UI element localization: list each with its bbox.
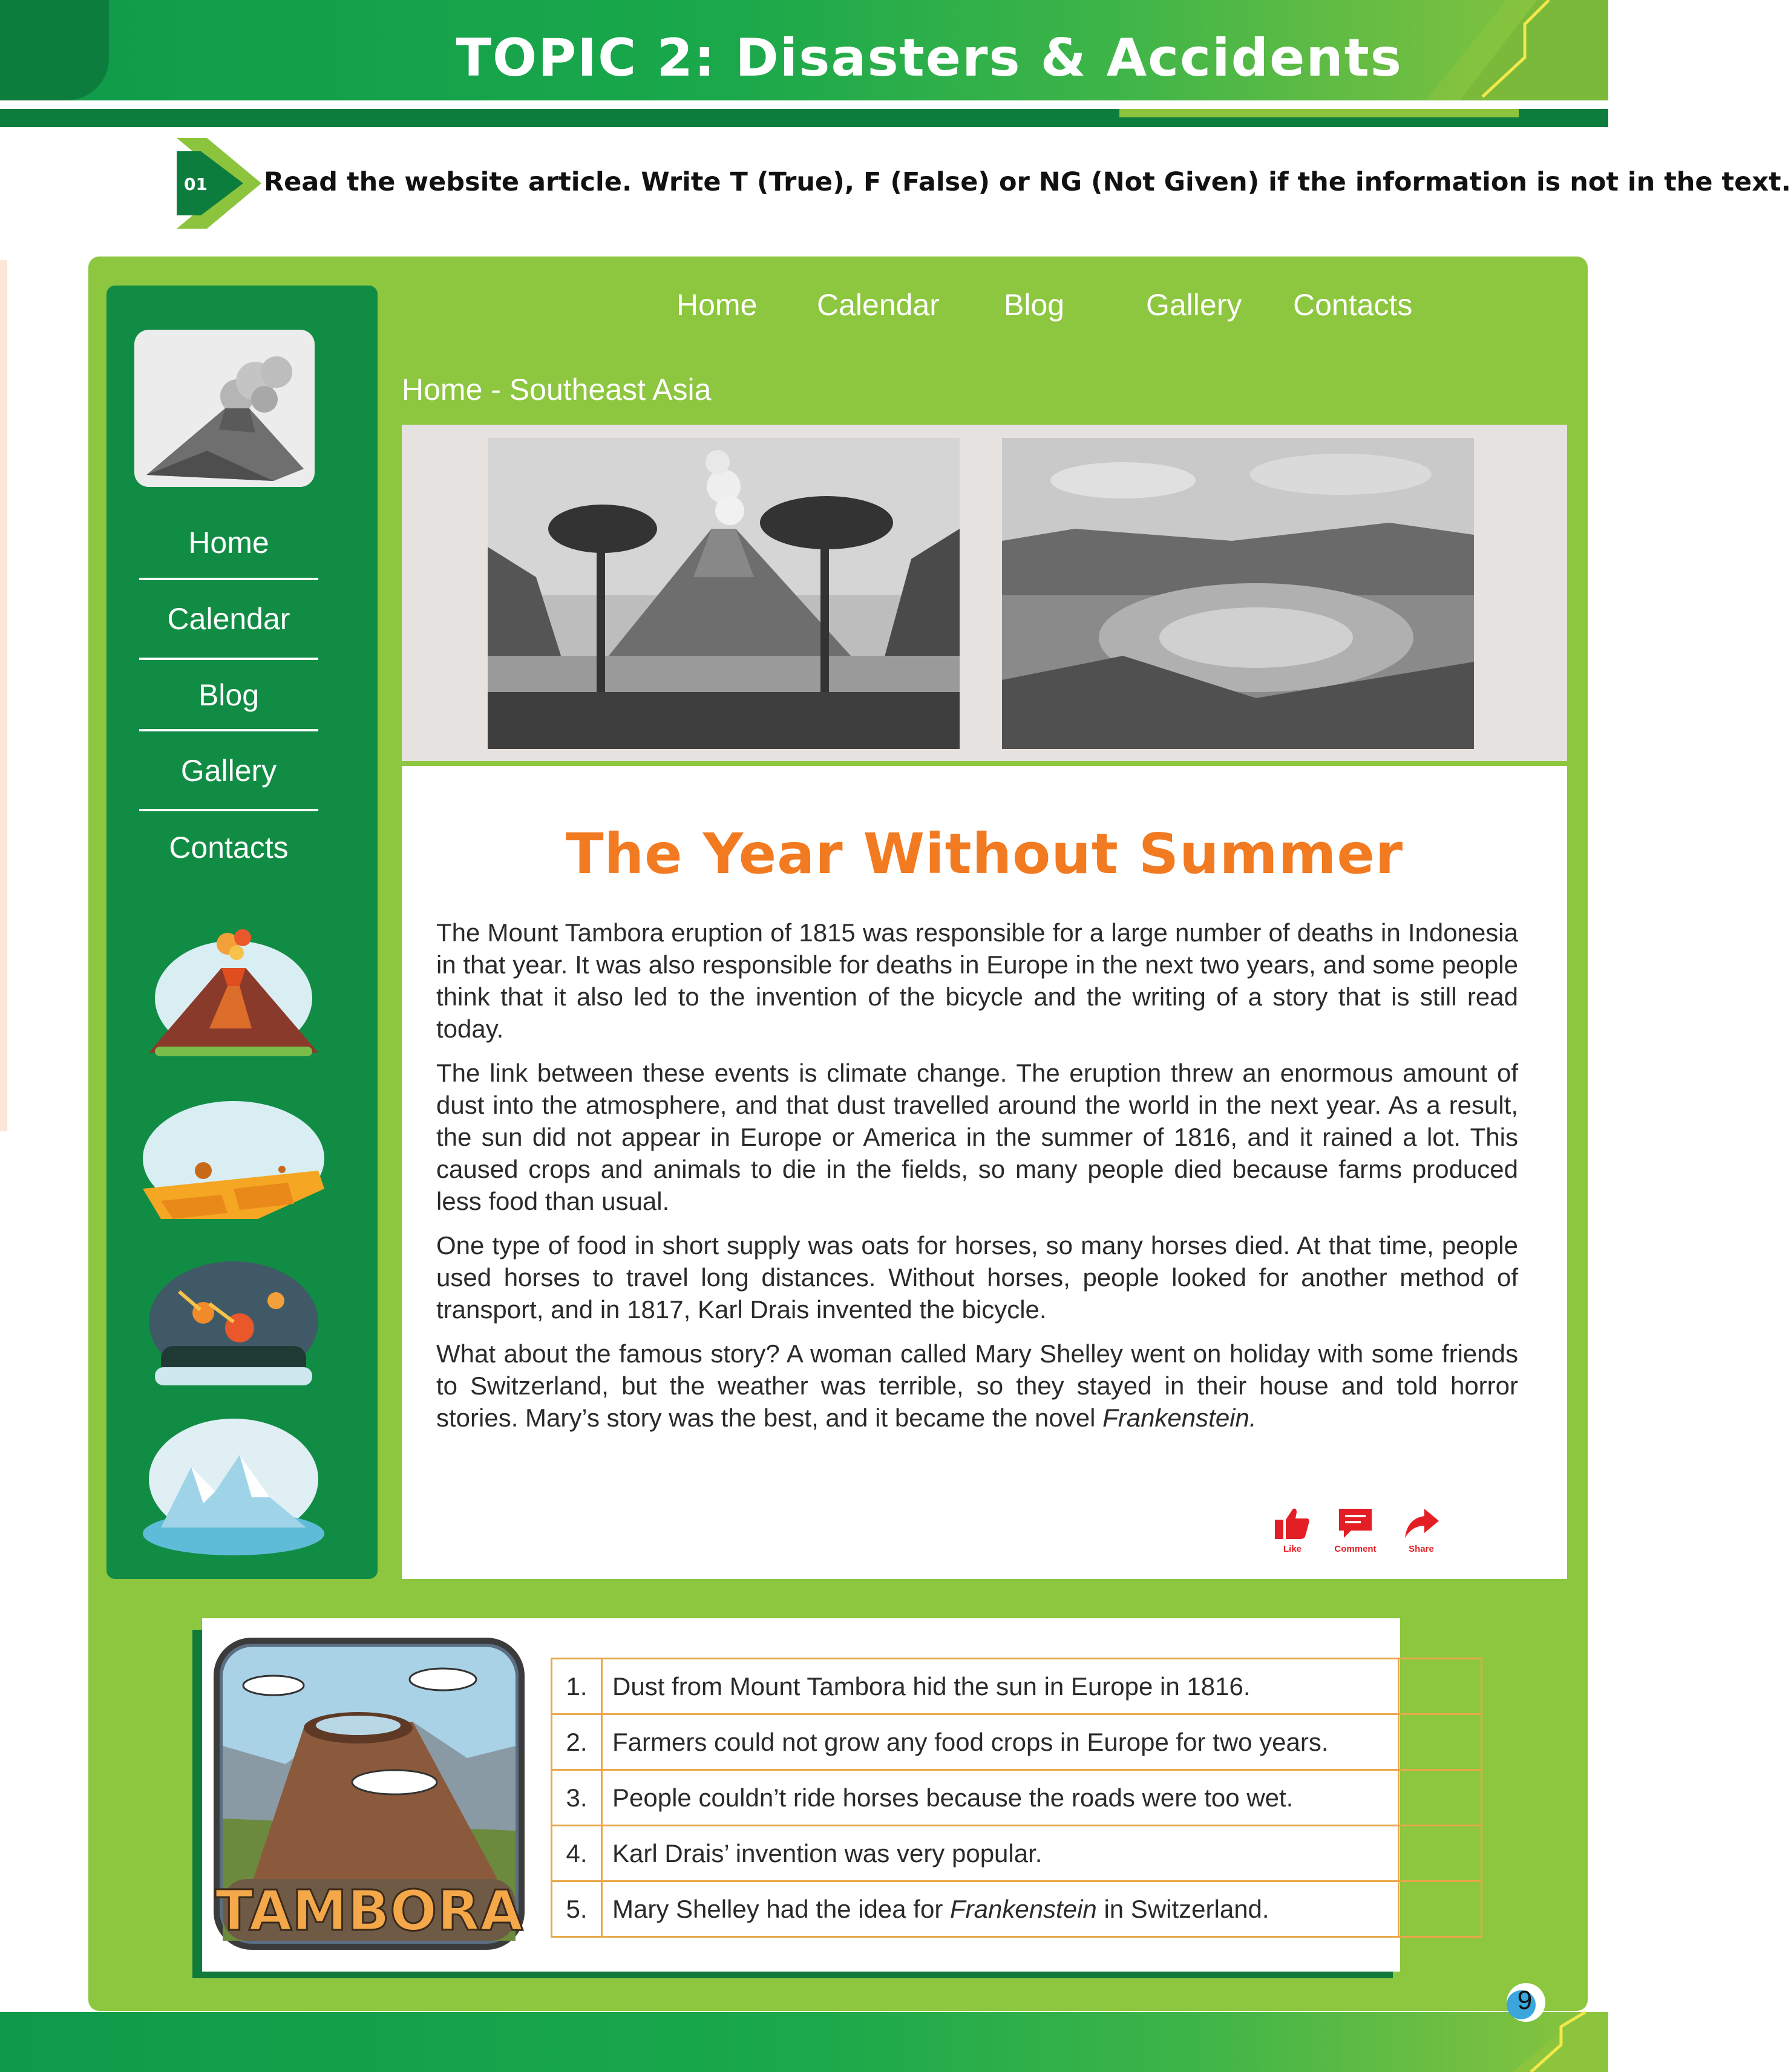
crater-photo[interactable] (1002, 438, 1474, 749)
question-number: 4. (552, 1826, 602, 1881)
article-paragraph: The Mount Tambora eruption of 1815 was responsible for a large number of deaths in Indonesia in that year. It was also responsible for deaths in Europe in the next two years, and some people think that it also led to the invention of the bicycle and the writing of a story that is still read today. (436, 918, 1518, 1043)
header-tab (0, 0, 109, 100)
tambora-badge (213, 1637, 525, 1950)
page-number: 9 (1517, 1985, 1533, 2015)
header-bottom-accent (1119, 109, 1519, 117)
breadcrumb[interactable]: Home - Southeast Asia (402, 373, 712, 407)
header-divider (0, 100, 1608, 109)
top-nav-blog[interactable]: Blog (1004, 288, 1065, 322)
question-number: 2. (552, 1714, 602, 1770)
sidebar-item-home[interactable]: Home (188, 526, 269, 560)
margin-strip (0, 260, 7, 1131)
volcano-logo-icon (134, 330, 315, 487)
question-number: 5. (552, 1881, 602, 1937)
questions-table (551, 1658, 1482, 1938)
thumbs-up-icon (1274, 1506, 1311, 1540)
answer-cell[interactable] (1399, 1714, 1482, 1770)
sidebar-item-contacts[interactable]: Contacts (169, 831, 289, 864)
like-button[interactable] (1259, 1506, 1326, 1554)
like-label: Like (1283, 1544, 1302, 1554)
footer-bar (0, 2012, 1608, 2072)
sidebar-divider (139, 809, 318, 811)
table-row (552, 1770, 1482, 1826)
question-number: 3. (552, 1770, 602, 1826)
glacier-icon (137, 1413, 330, 1558)
erupting-volcano-icon (137, 920, 330, 1065)
question-text: in Switzerland. (1096, 1894, 1269, 1923)
top-nav-contacts[interactable]: Contacts (1293, 288, 1413, 322)
table-row (552, 1714, 1482, 1770)
question-statement: Karl Drais’ invention was very popular. (602, 1826, 1399, 1881)
top-nav-home[interactable]: Home (676, 288, 758, 322)
answer-cell[interactable] (1399, 1770, 1482, 1826)
question-statement: People couldn’t ride horses because the roads were too wet. (602, 1770, 1399, 1826)
article-title: The Year Without Summer (565, 822, 1404, 886)
article-paragraph: One type of food in short supply was oats for horses, so many horses died. At that time, people used horses to travel long distances. Without horses, people looked for another method of transport, and in 1817, Karl Drais invented the bicycle. (436, 1231, 1518, 1324)
article-paragraph-text: What about the famous story? A woman called Mary Shelley went on holiday with some friends to Switzerland, but the weather was terrible, so they stayed in their house and told horror stories. Mary’s story was the best, and it became the novel (436, 1339, 1518, 1432)
share-label: Share (1409, 1544, 1434, 1554)
exercise-number: 01 (184, 174, 208, 194)
sidebar-divider (139, 729, 318, 731)
meteor-shower-icon (137, 1255, 330, 1400)
comment-icon (1337, 1506, 1374, 1540)
share-button[interactable] (1388, 1506, 1455, 1554)
exercise-number-badge (177, 138, 261, 229)
article-paragraph (436, 1338, 1518, 1434)
question-text: Mary Shelley had the idea for (612, 1894, 950, 1923)
drought-icon (137, 1098, 330, 1243)
article-body (436, 917, 1518, 1446)
share-icon (1403, 1506, 1440, 1540)
answer-cell[interactable] (1399, 1881, 1482, 1937)
question-statement (602, 1881, 1399, 1937)
table-row (552, 1659, 1482, 1714)
table-row (552, 1881, 1482, 1937)
sidebar-item-blog[interactable]: Blog (198, 678, 260, 712)
sidebar-item-calendar[interactable]: Calendar (167, 602, 290, 636)
sidebar-item-gallery[interactable]: Gallery (180, 754, 277, 788)
article-paragraph: The link between these events is climate change. The eruption threw an enormous amount of dust into the atmosphere, and that dust travelled around the world in the next year. As a result, the sun did not appear in Europe or America in the summer of 1816, and it rained a lot. This caused crops and animals to die in the fields, so many people died because farms produced less food than usual. (436, 1059, 1518, 1215)
novel-title: Frankenstein (949, 1894, 1097, 1923)
sidebar-divider (139, 658, 318, 660)
question-statement: Dust from Mount Tambora hid the sun in Europe in 1816. (602, 1659, 1399, 1714)
sidebar-divider (139, 578, 318, 580)
answer-cell[interactable] (1399, 1659, 1482, 1714)
volcano-illustration-photo[interactable] (488, 438, 960, 749)
question-statement: Farmers could not grow any food crops in Europe for two years. (602, 1714, 1399, 1770)
answer-cell[interactable] (1399, 1826, 1482, 1881)
novel-title: Frankenstein. (1102, 1404, 1257, 1432)
top-nav-calendar[interactable]: Calendar (817, 288, 940, 322)
instruction-text: Read the website article. Write T (True), F (False) or NG (Not Given) if the information is not in the text. (264, 167, 1791, 197)
comment-button[interactable] (1322, 1506, 1389, 1554)
comment-label: Comment (1334, 1544, 1377, 1554)
badge-label: TAMBORA (215, 1878, 523, 1943)
volcano-logo[interactable] (134, 330, 315, 487)
question-number: 1. (552, 1659, 602, 1714)
page-title: TOPIC 2: Disasters & Accidents (456, 28, 1403, 88)
top-nav-gallery[interactable]: Gallery (1146, 288, 1242, 322)
table-row (552, 1826, 1482, 1881)
